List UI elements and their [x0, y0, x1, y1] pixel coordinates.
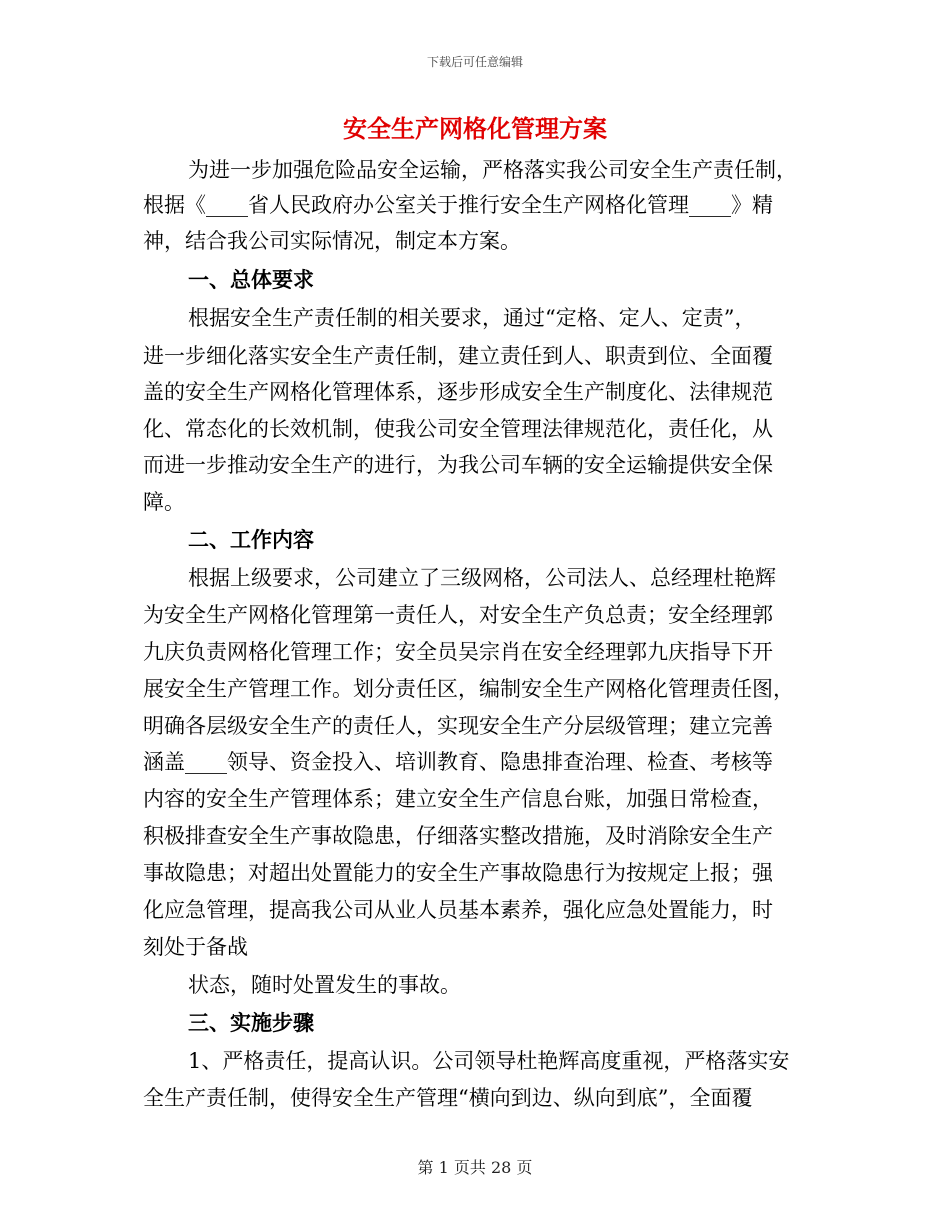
section-heading: 二、工作内容	[188, 527, 314, 552]
paragraph-line: 盖的安全生产网格化管理体系，逐步形成安全生产制度化、法律规范	[143, 380, 773, 404]
paragraph-line: 为安全生产网格化管理第一责任人，对安全生产负总责；安全经理郭	[143, 603, 773, 627]
intro-line: 根据《____省人民政府办公室关于推行安全生产网格化管理____》精	[143, 193, 773, 217]
intro-line: 神，结合我公司实际情况，制定本方案。	[143, 229, 521, 253]
header-note: 下载后可任意编辑	[426, 55, 523, 69]
paragraph-line: 状态，随时处置发生的事故。	[188, 973, 461, 997]
intro-line: 为进一步加强危险品安全运输，严格落实我公司安全生产责任制，	[188, 158, 797, 182]
paragraph-line: 九庆负责网格化管理工作；安全员吴宗肖在安全经理郭九庆指导下开	[143, 640, 773, 664]
page-footer: 第 1 页共 28 页	[417, 1158, 533, 1177]
paragraph-line: 化应急管理，提高我公司从业人员基本素养，强化应急处置能力，时	[143, 898, 773, 922]
paragraph-line: 全生产责任制，使得安全生产管理“横向到边、纵向到底”，全面覆	[143, 1086, 753, 1110]
paragraph-line: 展安全生产管理工作。划分责任区，编制安全生产网格化管理责任图，	[143, 677, 794, 701]
paragraph-line: 进一步细化落实安全生产责任制，建立责任到人、职责到位、全面覆	[143, 344, 773, 368]
section-heading: 三、实施步骤	[188, 1010, 314, 1035]
paragraph-line: 涵盖____领导、资金投入、培训教育、隐患排查治理、检查、考核等	[143, 750, 773, 774]
paragraph-line: 根据安全生产责任制的相关要求，通过“定格、定人、定责”，	[188, 306, 756, 330]
paragraph-line: 刻处于备战	[143, 935, 248, 959]
paragraph-line: 化、常态化的长效机制，使我公司安全管理法律规范化，责任化，从	[143, 417, 773, 441]
paragraph-line: 1、严格责任，提高认识。公司领导杜艳辉高度重视，严格落实安	[188, 1049, 790, 1073]
paragraph-line: 积极排查安全生产事故隐患，仔细落实整改措施，及时消除安全生产	[143, 824, 773, 848]
paragraph-line: 明确各层级安全生产的责任人，实现安全生产分层级管理；建立完善	[143, 714, 773, 738]
paragraph-line: 障。	[143, 490, 185, 514]
paragraph-line: 根据上级要求，公司建立了三级网格，公司法人、总经理杜艳辉	[188, 566, 776, 590]
paragraph-line: 事故隐患；对超出处置能力的安全生产事故隐患行为按规定上报；强	[143, 861, 773, 885]
section-heading: 一、总体要求	[188, 267, 314, 292]
paragraph-line: 内容的安全生产管理体系；建立安全生产信息台账，加强日常检查，	[143, 787, 773, 811]
paragraph-line: 而进一步推动安全生产的进行，为我公司车辆的安全运输提供安全保	[143, 453, 773, 477]
document-title: 安全生产网格化管理方案	[343, 114, 607, 143]
